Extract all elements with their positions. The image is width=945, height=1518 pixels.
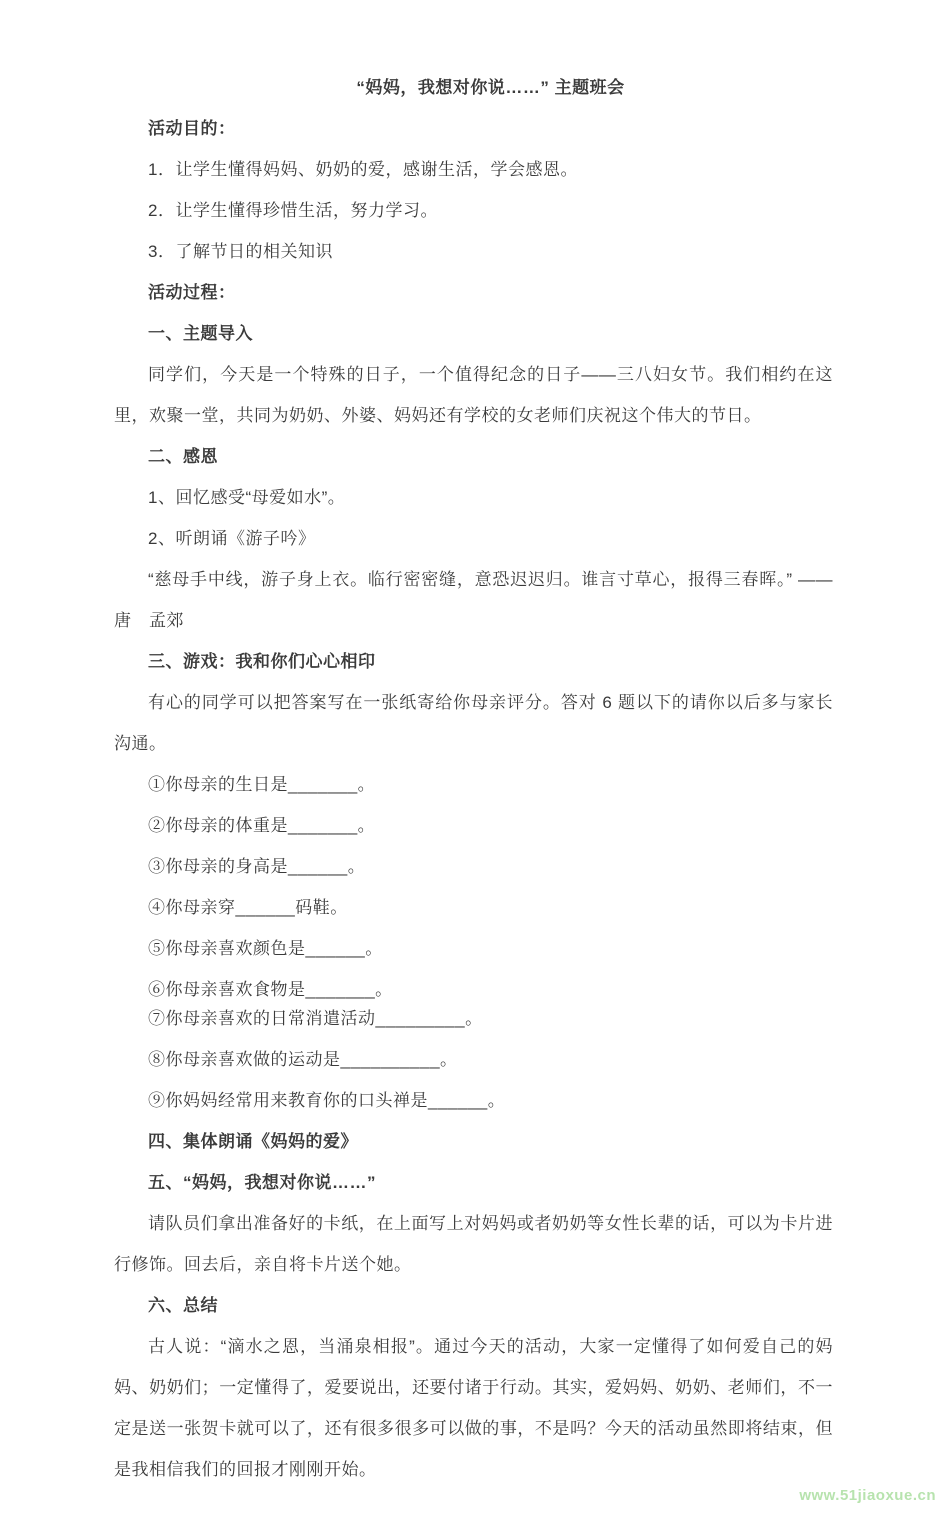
- paragraph: 有心的同学可以把答案写在一张纸寄给你母亲评分。答对 6 题以下的请你以后多与家长沟通。: [114, 693, 833, 753]
- section-heading: 二、感恩: [148, 447, 218, 466]
- section-heading: 活动过程：: [148, 283, 236, 302]
- list-item: 2、听朗诵《游子吟》: [148, 529, 316, 548]
- list-item: ⑦你母亲喜欢的日常消遣活动_________。: [148, 1009, 483, 1028]
- list-item: ①你母亲的生日是_______。: [148, 775, 376, 794]
- list-item: 1、回忆感受“母爱如水”。: [148, 488, 346, 507]
- section-heading: 四、集体朗诵《妈妈的爱》: [148, 1132, 358, 1151]
- watermark-text: www.51jiaoxue.cn: [799, 1487, 936, 1504]
- document-title: “妈妈，我想对你说……” 主题班会: [356, 78, 625, 97]
- list-item: ⑤你母亲喜欢颜色是______。: [148, 939, 383, 958]
- list-item: ⑧你母亲喜欢做的运动是__________。: [148, 1050, 458, 1069]
- list-item: 2．让学生懂得珍惜生活，努力学习。: [148, 201, 438, 220]
- list-item: 1．让学生懂得妈妈、奶奶的爱，感谢生活，学会感恩。: [148, 160, 578, 179]
- section-heading: 一、主题导入: [148, 324, 253, 343]
- list-item: ④你母亲穿______码鞋。: [148, 898, 348, 917]
- section-heading: 三、游戏：我和你们心心相印: [148, 652, 376, 671]
- list-item: 3．了解节日的相关知识: [148, 242, 333, 261]
- paragraph: 古人说：“滴水之恩，当涌泉相报”。通过今天的活动，大家一定懂得了如何爱自己的妈妈、奶奶们；一定懂得了，爱要说出，还要付诸于行动。其实，爱妈妈、奶奶、老师们，不一定是送一张贺卡就可以了，还有很多很多可以做的事，不是吗？今天的活动虽然即将结束，但是我相信我们的回报才刚刚开始。: [114, 1337, 833, 1479]
- paragraph: “慈母手中线，游子身上衣。临行密密缝，意恐迟迟归。谁言寸草心，报得三春晖。” ——唐 孟郊: [114, 570, 833, 630]
- paragraph: 同学们，今天是一个特殊的日子，一个值得纪念的日子——三八妇女节。我们相约在这里，欢聚一堂，共同为奶奶、外婆、妈妈还有学校的女老师们庆祝这个伟大的节日。: [114, 365, 833, 425]
- document-body: [114, 67, 833, 1490]
- list-item: ⑨你妈妈经常用来教育你的口头禅是______。: [148, 1091, 506, 1110]
- paragraph: 请队员们拿出准备好的卡纸，在上面写上对妈妈或者奶奶等女性长辈的话，可以为卡片进行修饰。回去后，亲自将卡片送个她。: [114, 1214, 833, 1274]
- section-heading: 五、“妈妈，我想对你说……”: [148, 1173, 376, 1192]
- list-item: ⑥你母亲喜欢食物是_______。: [148, 980, 393, 999]
- section-heading: 六、总结: [148, 1296, 218, 1315]
- list-item: ②你母亲的体重是_______。: [148, 816, 376, 835]
- document-blocks: [114, 108, 833, 1490]
- section-heading: 活动目的：: [148, 119, 236, 138]
- list-item: ③你母亲的身高是______。: [148, 857, 366, 876]
